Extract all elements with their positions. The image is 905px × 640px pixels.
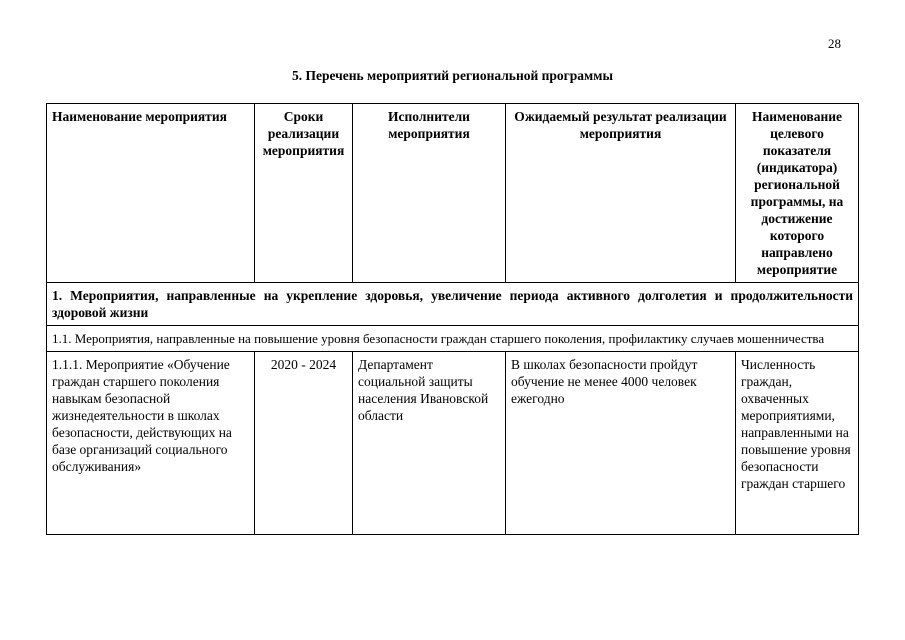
header-period: Сроки реализации мероприятия [255,104,353,283]
header-expected-result: Ожидаемый результат реализации мероприятия [506,104,736,283]
result-cell: В школах безопасности пройдут обучение не менее 4000 человек ежегодно [506,352,736,535]
event-name-cell: 1.1.1. Мероприятие «Обучение граждан старшего поколения навыкам безопасной жизнедеятельности в школах безопасности, действующих на базе организаций социального обслуживания» [47,352,255,535]
table-row [47,352,859,535]
events-table [46,103,859,535]
period-cell: 2020 - 2024 [255,352,353,535]
section-1-title: 1. Мероприятия, направленные на укрепление здоровья, увеличение периода активного долголетия и продолжительности здоровой жизни [47,283,859,326]
executors-cell: Департамент социальной защиты населения Ивановской области [353,352,506,535]
header-executors: Исполнители мероприятия [353,104,506,283]
page-number: 28 [828,36,841,51]
subsection-row [47,326,859,352]
page-title: 5. Перечень мероприятий региональной программы [292,68,613,83]
section-row [47,283,859,326]
indicator-cell: Численность граждан, охваченных мероприятиями, направленными на повышение уровня безопасности граждан старшего [736,352,859,535]
header-event-name: Наименование мероприятия [47,104,255,283]
table-header-row [47,104,859,283]
header-indicator: Наименование целевого показателя (индикатора) региональной программы, на достижение которого направлено мероприятие [736,104,859,283]
subsection-1-1-title: 1.1. Мероприятия, направленные на повышение уровня безопасности граждан старшего поколения, профилактику случаев мошенничества [47,326,859,352]
